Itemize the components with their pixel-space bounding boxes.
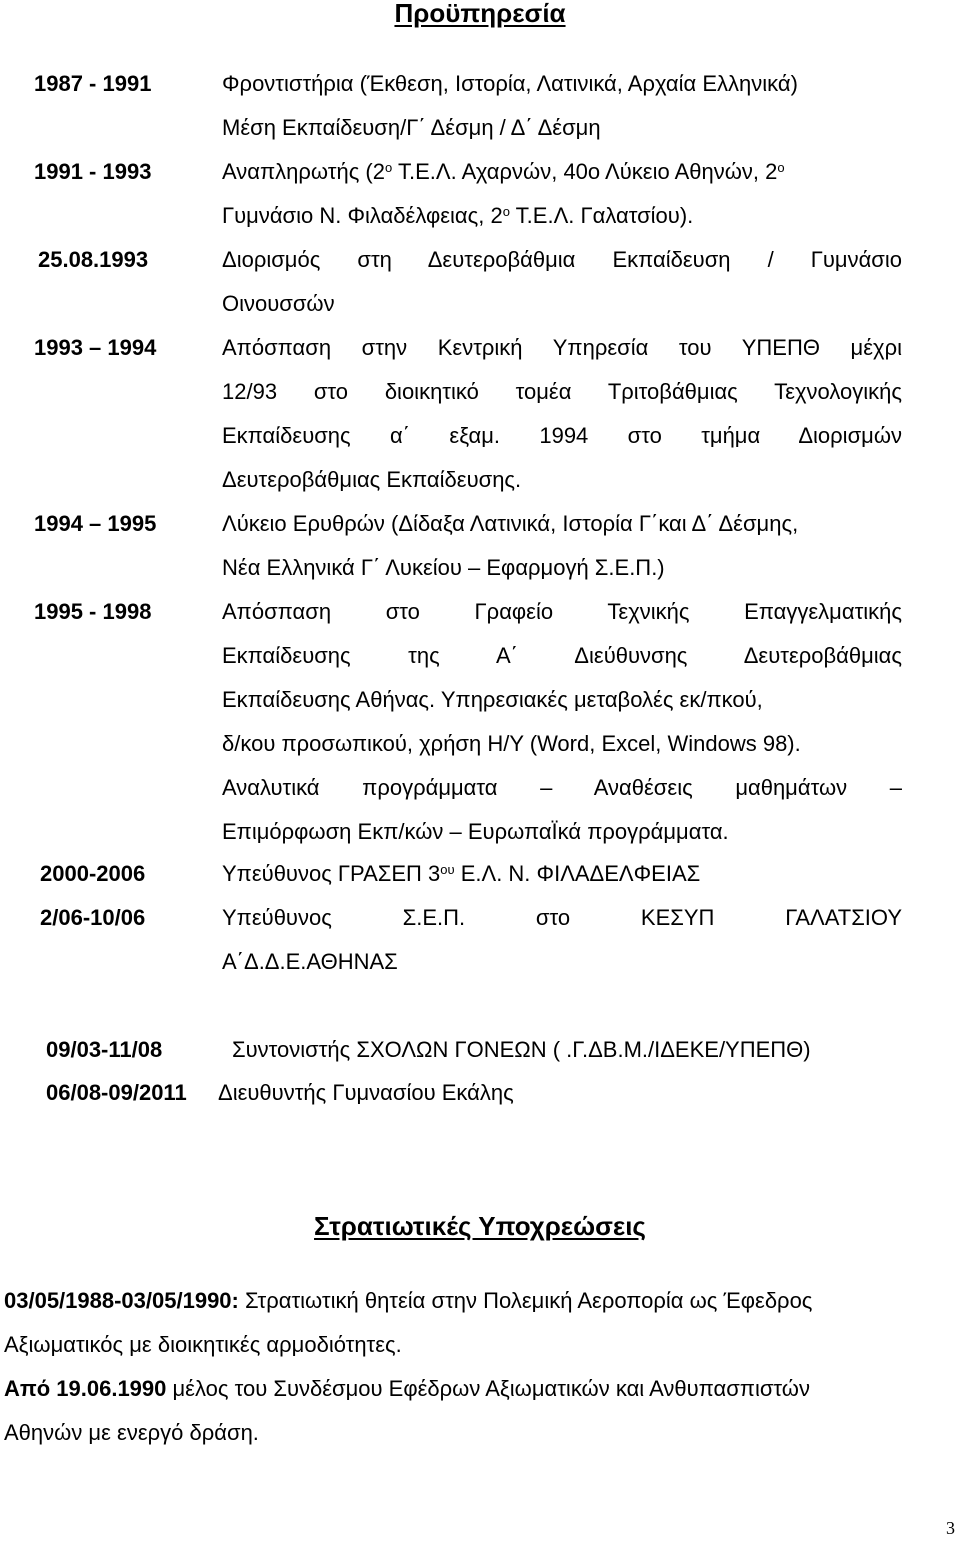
entry-date: 09/03-11/08 bbox=[46, 1037, 163, 1062]
military-label: Από 19.06.1990 bbox=[4, 1376, 167, 1401]
description-line: Εκπαίδευσης α΄ εξαμ. 1994 στο τμήμα Διορισμών bbox=[222, 423, 902, 448]
description-line: Επιμόρφωση Εκπ/κών – ΕυρωπαΪκά προγράμματα. bbox=[222, 819, 729, 844]
page-number: 3 bbox=[946, 1518, 955, 1538]
entry-description bbox=[222, 502, 902, 590]
entry-date: 25.08.1993 bbox=[38, 247, 149, 272]
entry-description bbox=[222, 896, 902, 984]
entry-description: Συντονιστής ΣΧΟΛΩΝ ΓΟΝΕΩΝ ( .Γ.ΔΒ.Μ./ΙΔΕΚΕ/ΥΠΕΠΘ) bbox=[232, 1037, 811, 1062]
service-entry bbox=[46, 1073, 514, 1113]
description-line: Φροντιστήρια (Έκθεση, Ιστορία, Λατινικά, Αρχαία Ελληνικά) bbox=[222, 71, 798, 96]
entry-date: 1991 - 1993 bbox=[34, 159, 152, 184]
entry-date: 1995 - 1998 bbox=[34, 599, 152, 624]
entry-description: Διευθυντής Γυμνασίου Εκάλης bbox=[218, 1080, 514, 1105]
description-line: Οινουσσών bbox=[222, 291, 335, 316]
description-line: Δευτεροβάθμιας Εκπαίδευσης. bbox=[222, 467, 522, 492]
description-line: Αναλυτικά προγράμματα – Αναθέσεις μαθημάτων – bbox=[222, 775, 902, 800]
entry-description bbox=[222, 326, 902, 502]
description-line: Αναπληρωτής ($2^o$ Τ.Ε.Λ. Αχαρνών, 40ο Λύκειο Αθηνών, $2^o$ bbox=[222, 159, 785, 184]
entry-date: 2000-2006 bbox=[40, 861, 146, 886]
entry-date: 06/08-09/2011 bbox=[46, 1080, 187, 1105]
entry-date: 1987 - 1991 bbox=[34, 71, 152, 96]
description-line: Γυμνάσιο Ν. Φιλαδέλφειας, $2^o$ Τ.Ε.Λ. Γαλατσίου). bbox=[222, 203, 694, 228]
entry-date: 1993 – 1994 bbox=[34, 335, 157, 360]
description-line: Διορισμός στη Δευτεροβάθμια Εκπαίδευση / Γυμνάσιο bbox=[222, 247, 902, 272]
entry-description bbox=[222, 852, 902, 896]
military-line: Αθηνών με ενεργό δράση. bbox=[4, 1420, 259, 1445]
entry-description bbox=[222, 590, 902, 854]
military-line: Αξιωματικός με διοικητικές αρμοδιότητες. bbox=[4, 1332, 402, 1357]
military-label: 03/05/1988-03/05/1990: bbox=[4, 1288, 239, 1313]
description-line: Απόσπαση στο Γραφείο Τεχνικής Επαγγελματικής bbox=[222, 599, 902, 624]
entry-description bbox=[222, 238, 902, 326]
description-line: Μέση Εκπαίδευση/Γ΄ Δέσμη / Δ΄ Δέσμη bbox=[222, 115, 601, 140]
description-line: Νέα Ελληνικά Γ΄ Λυκείου – Εφαρμογή Σ.Ε.Π.) bbox=[222, 555, 665, 580]
military-line: 03/05/1988-03/05/1990: Στρατιωτική θητεία στην Πολεμική Αεροπορία ως Έφεδρος bbox=[4, 1288, 813, 1313]
description-line: Λύκειο Ερυθρών (Δίδαξα Λατινικά, Ιστορία Γ΄και Δ΄ Δέσμης, bbox=[222, 511, 799, 536]
description-line: Εκπαίδευσης της Α΄ Διεύθυνσης Δευτεροβάθμιας bbox=[222, 643, 902, 668]
description-line: Εκπαίδευσης Αθήνας. Υπηρεσιακές μεταβολές εκ/πκού, bbox=[222, 687, 763, 712]
military-line: Από 19.06.1990 μέλος του Συνδέσμου Εφέδρων Αξιωματικών και Ανθυπασπιστών bbox=[4, 1376, 810, 1401]
description-line: δ/κου προσωπικού, χρήση Η/Υ (Word, Excel, Windows 98). bbox=[222, 731, 801, 756]
description-line: Υπεύθυνος ΓΡΑΣΕΠ $3^{o\upsilon}$ Ε.Λ. Ν. ΦΙΛΑΔΕΛΦΕΙΑΣ bbox=[222, 861, 701, 886]
military-item bbox=[4, 1367, 960, 1455]
service-entry bbox=[46, 1030, 811, 1070]
section-title: Στρατιωτικές Υποχρεώσεις bbox=[314, 1211, 646, 1241]
description-line: 12/93 στο διοικητικό τομέα Τριτοβάθμιας Τεχνολογικής bbox=[222, 379, 902, 404]
entry-description bbox=[222, 150, 902, 238]
military-item bbox=[4, 1279, 960, 1367]
entry-date: 2/06-10/06 bbox=[40, 905, 146, 930]
entry-date: 1994 – 1995 bbox=[34, 511, 157, 536]
description-line: Υπεύθυνος Σ.Ε.Π. στο ΚΕΣΥΠ ΓΑΛΑΤΣΙΟΥ bbox=[222, 905, 902, 930]
page-title: Προϋπηρεσία bbox=[394, 0, 566, 28]
description-line: Α΄Δ.Δ.Ε.ΑΘΗΝΑΣ bbox=[222, 949, 398, 974]
description-line: Απόσπαση στην Κεντρική Υπηρεσία του ΥΠΕΠΘ μέχρι bbox=[222, 335, 902, 360]
entry-description bbox=[222, 62, 902, 150]
